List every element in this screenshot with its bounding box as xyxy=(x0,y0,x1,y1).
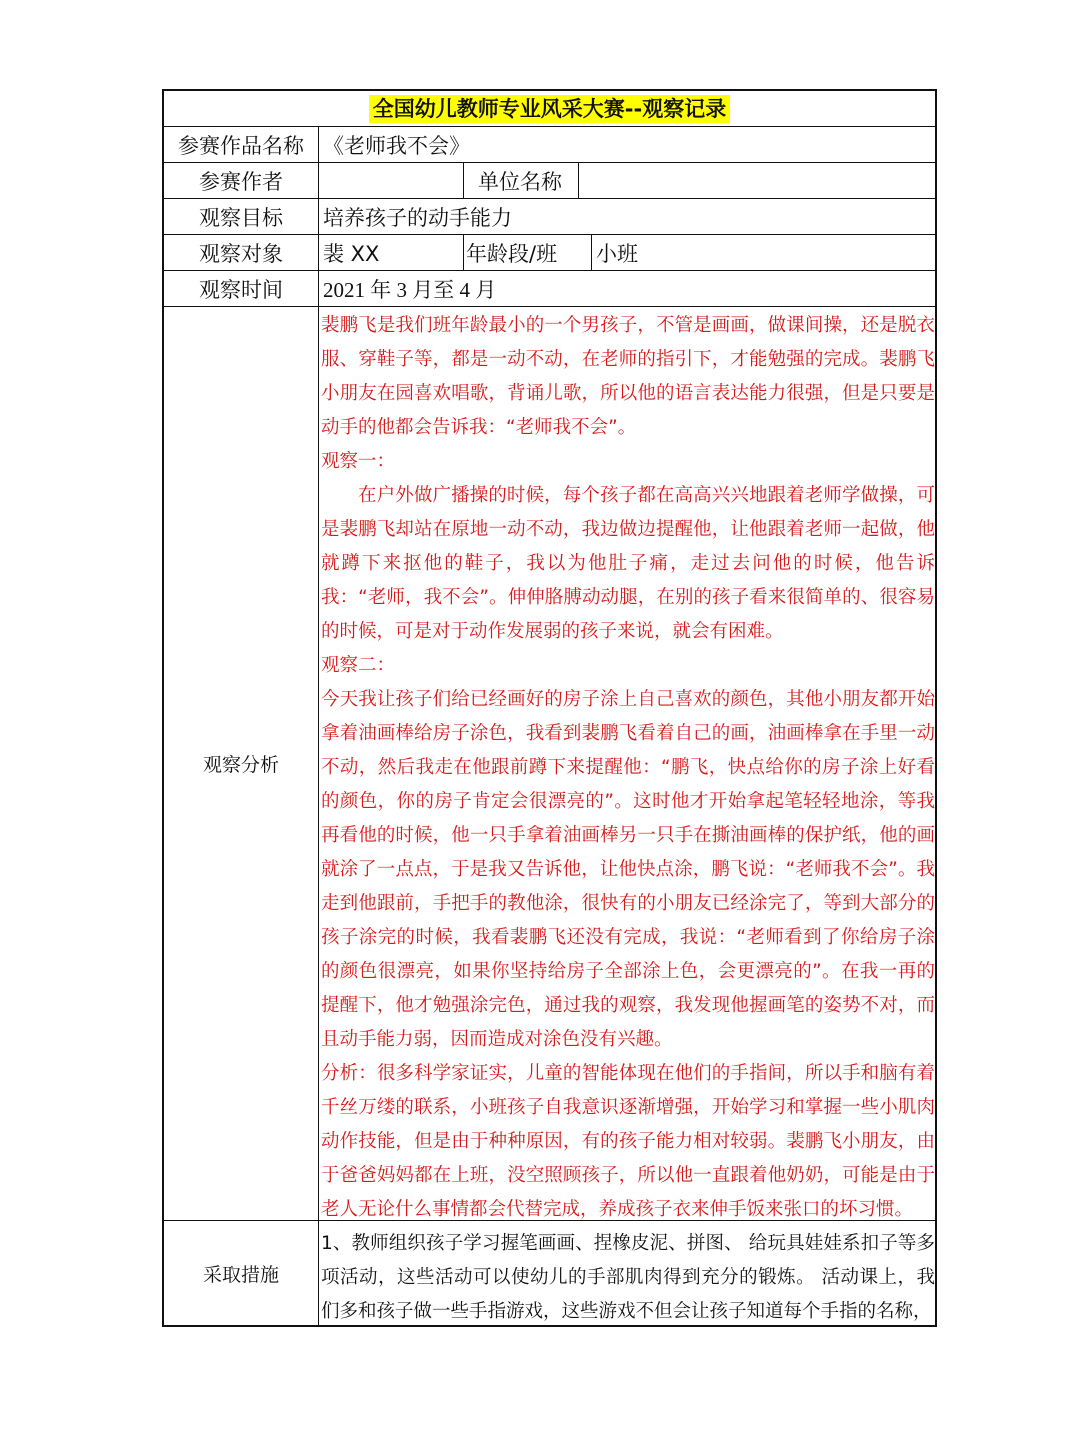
analysis-summary: 分析：很多科学家证实，儿童的智能体现在他们的手指间，所以手和脑有着千丝万缕的联系，小班孩子自我意识逐渐增强，开始学习和掌握一些小肌肉动作技能，但是由于种种原因，有的孩子能力相对较弱。裴鹏飞小朋友，由于爸爸妈妈都在上班，没空照顾孩子，所以他一直跟着他奶奶，可能是由于老人无论什么事情都会代替完成，养成孩子衣来伸手饭来张口的坏习惯。 xyxy=(321,1063,935,1220)
observation-one-text: 在户外做广播操的时候，每个孩子都在高高兴兴地跟着老师学做操，可是裴鹏飞却站在原地一动不动，我边做边提醒他，让他跟着老师一起做，他就蹲下来抠他的鞋子，我以为他肚子痛，走过去问他的时候，他告诉我：“老师，我不会”。伸伸胳膊动动腿，在别的孩子看来很简单的、很容易的时候，可是对于动作发展弱的孩子来说，就会有困难。 xyxy=(321,485,935,642)
time-label: 观察时间 xyxy=(164,271,319,306)
subject-value: 裴 XX xyxy=(319,235,464,270)
observation-two-heading: 观察二： xyxy=(321,655,396,676)
analysis-label: 观察分析 xyxy=(164,307,319,1220)
measures-row xyxy=(164,1221,935,1325)
title-row xyxy=(164,91,935,127)
author-row xyxy=(164,163,935,199)
analysis-intro: 裴鹏飞是我们班年龄最小的一个男孩子，不管是画画，做课间操，还是脱衣服、穿鞋子等，都是一动不动，在老师的指引下，才能勉强的完成。裴鹏飞小朋友在园喜欢唱歌，背诵儿歌，所以他的语言表达能力很强，但是只要是动手的他都会告诉我：“老师我不会”。 xyxy=(321,315,935,438)
time-row xyxy=(164,271,935,307)
subject-label: 观察对象 xyxy=(164,235,319,270)
work-name-row xyxy=(164,127,935,163)
measures-content xyxy=(319,1221,935,1325)
class-value: 小班 xyxy=(596,241,638,266)
time-value: 2021 年 3 月至 4 月 xyxy=(323,277,497,302)
goal-label: 观察目标 xyxy=(164,199,319,234)
goal-row xyxy=(164,199,935,235)
observation-record-table xyxy=(162,89,937,1327)
observation-one-heading: 观察一： xyxy=(321,451,396,472)
author-label: 参赛作者 xyxy=(164,163,319,198)
measures-label: 采取措施 xyxy=(164,1221,319,1325)
analysis-row xyxy=(164,307,935,1221)
subject-row xyxy=(164,235,935,271)
observation-two-text: 今天我让孩子们给已经画好的房子涂上自己喜欢的颜色，其他小朋友都开始拿着油画棒给房子涂色，我看到裴鹏飞看着自己的画，油画棒拿在手里一动不动，然后我走在他跟前蹲下来提醒他：“鹏飞，快点给你的房子涂上好看的颜色，你的房子肯定会很漂亮的”。这时他才开始拿起笔轻轻地涂，等我再看他的时候，他一只手拿着油画棒另一只手在撕油画棒的保护纸，他的画就涂了一点点，于是我又告诉他，让他快点涂，鹏飞说：“老师我不会”。我走到他跟前，手把手的教他涂，很快有的小朋友已经涂完了，等到大部分的孩子涂完的时候，我看裴鹏飞还没有完成，我说：“老师看到了你给房子涂的颜色很漂亮，如果你坚持给房子全部涂上色，会更漂亮的”。在我一再的提醒下，他才勉强涂完色，通过我的观察，我发现他握画笔的姿势不对，而且动手能力弱，因而造成对涂色没有兴趣。 xyxy=(321,689,935,1050)
class-label: 年龄段/班 xyxy=(464,235,592,270)
document-title: 全国幼儿教师专业风采大赛--观察记录 xyxy=(369,95,730,123)
measures-text: 1、教师组织孩子学习握笔画画、捏橡皮泥、拼图、 给玩具娃娃系扣子等多项活动，这些活动可以使幼儿的手部肌肉得到充分的锻炼。 活动课上，我们多和孩子做一些手指游戏，这些游戏不但会让孩子知道每个手指的名称， xyxy=(321,1233,935,1322)
work-name-label: 参赛作品名称 xyxy=(164,127,319,162)
unit-value xyxy=(579,163,935,198)
unit-label: 单位名称 xyxy=(464,163,579,198)
work-name-value: 《老师我不会》 xyxy=(323,133,470,158)
goal-value: 培养孩子的动手能力 xyxy=(323,205,512,230)
analysis-content xyxy=(319,307,935,1220)
author-value xyxy=(319,163,464,198)
